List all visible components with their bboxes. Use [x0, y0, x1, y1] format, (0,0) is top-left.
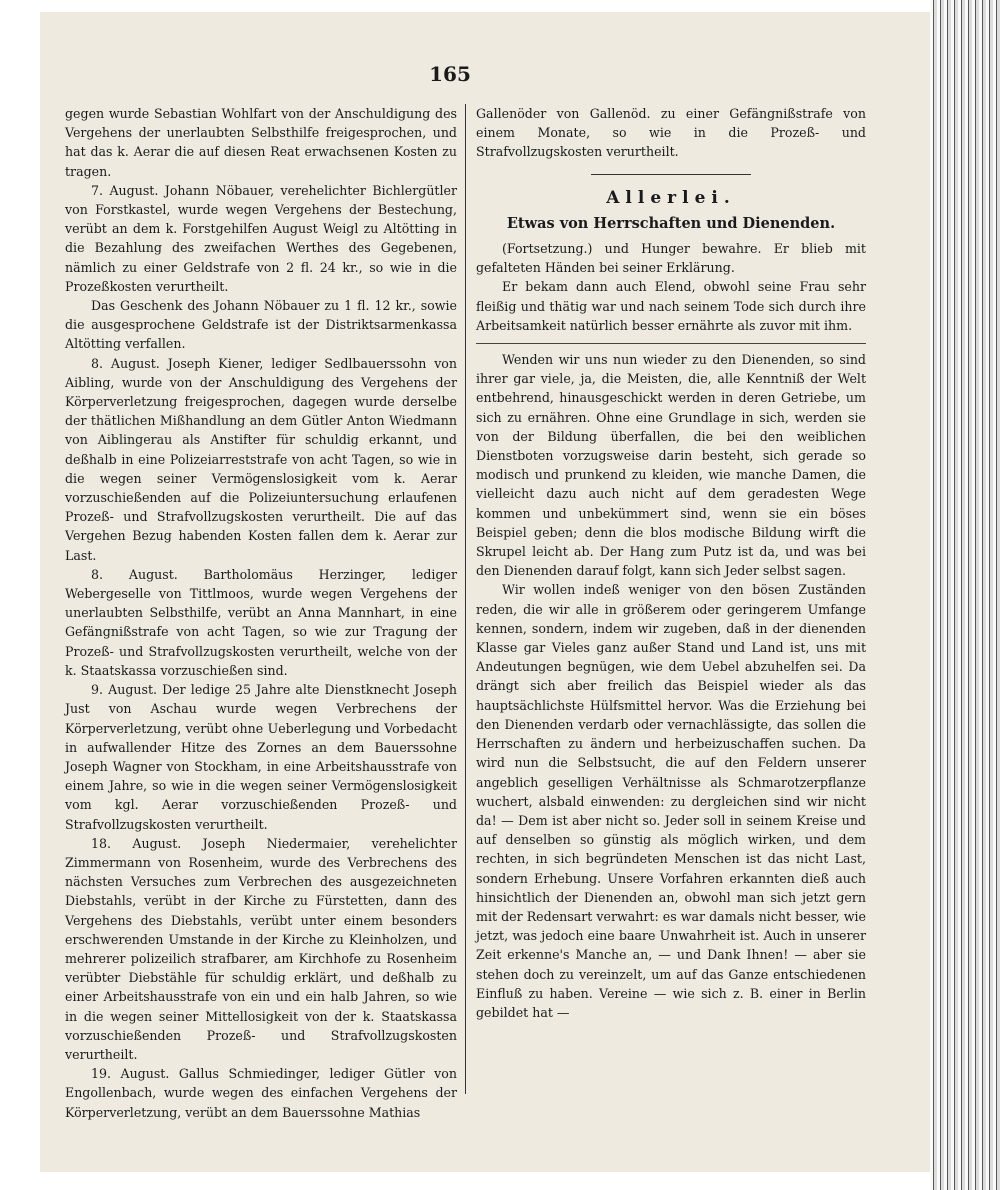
section-title: Allerlei.	[606, 187, 736, 208]
page-number: 165	[429, 62, 471, 86]
page-edges	[930, 0, 1000, 1190]
left-column	[65, 104, 457, 1122]
article-title: Etwas von Herrschaften und Dienenden.	[506, 214, 836, 232]
intro-paragraph: Er bekam dann auch Elend, obwohl seine Frau sehr fleißig und thätig war und nach seinem Tode sich durch ihre Arbeitsamkeit natürlich besser ernährte als zuvor mit ihm.	[476, 279, 866, 333]
right-column	[476, 104, 866, 1022]
continuation-paragraph: Gallenöder von Gallenöd. zu einer Gefängnißstrafe von einem Monate, so wie in die Prozeß- und Strafvollzugskosten verurtheilt.	[476, 106, 866, 160]
column-divider	[465, 104, 466, 1094]
left-paragraph: gegen wurde Sebastian Wohlfart von der Anschuldigung des Vergehens der unerlaubten Selbsthilfe freigesprochen, und hat das k. Aerar die auf diesen Reat erwachsenen Kosten zu tragen.	[65, 106, 457, 179]
left-paragraph: Das Geschenk des Johann Nöbauer zu 1 fl. 12 kr., sowie die ausgesprochene Geldstrafe ist der Distriktsarmenkassa Altötting verfallen.	[65, 298, 457, 352]
article-paragraph: Wenden wir uns nun wieder zu den Dienenden, so sind ihrer gar viele, ja, die Meisten, die, alle Kenntniß der Welt entbehrend, hinausgeschickt werden in deren Getriebe, um sich zu ernähren. Ohne eine Grundlage in sich, werden sie von der Bildung überfallen, die bei den weiblichen Dienstboten vorzugsweise darin besteht, sich gerade so modisch und prunkend zu kleiden, wie manche Damen, die vielleicht dazu auch nicht auf dem geradesten Wege kommen und unbekümmert sind, wenn sie ein böses Beispiel geben; denn die blos modische Bildung wirft die Skrupel leicht ab. Der Hang zum Putz ist da, und was bei den Dienenden darauf folgt, kann sich Jeder selbst sagen.	[476, 352, 866, 579]
left-paragraph: 7. August. Johann Nöbauer, verehelichter Bichlergütler von Forstkastel, wurde wegen Vergehens der Bestechung, verübt an dem k. Forstgehilfen August Weigl zu Altötting in die Bezahlung des zweifachen Werthes des Gegebenen, nämlich zu einer Geldstrafe von 2 fl. 24 kr., so wie in die Prozeßkosten verurtheilt.	[65, 182, 457, 294]
left-paragraph: 8. August. Joseph Kiener, lediger Sedlbauerssohn von Aibling, wurde von der Anschuldigung des Vergehens der Körperverletzung freigesprochen, dagegen wurde derselbe der thätlichen Mißhandlung an dem Gütler Anton Wiedmann von Aiblingerau als Anstifter für schuldig erkannt, und deßhalb in eine Polizeiarreststrafe von acht Tagen, so wie in die wegen seiner Vermögenslosigkeit vom k. Aerar vorzuschießenden auf die Polizeiuntersuchung erlaufenen Prozeß- und Strafvollzugskosten verurtheilt. Die auf das Vergehen Bezug habenden Kosten fallen dem k. Aerar zur Last.	[65, 355, 457, 563]
section-separator	[591, 174, 751, 175]
left-paragraph: 9. August. Der ledige 25 Jahre alte Dienstknecht Joseph Just von Aschau wurde wegen Verbrechens der Körperverletzung, verübt ohne Ueberlegung und Vorbedacht in aufwallender Hitze des Zornes an dem Bauerssohne Joseph Wagner von Stockham, in eine Arbeitshausstrafe von einem Jahre, so wie in die wegen seiner Vermögenslosigkeit vom kgl. Aerar vorzuschießenden Prozeß- und Strafvollzugskosten verurtheilt.	[65, 682, 457, 832]
divider-line	[476, 343, 866, 344]
left-paragraph: 19. August. Gallus Schmiedinger, lediger Gütler von Engollenbach, wurde wegen des einfachen Vergehens der Körperverletzung, verübt an dem Bauerssohne Mathias	[65, 1066, 457, 1120]
article-paragraph: Wir wollen indeß weniger von den bösen Zuständen reden, die wir alle in größerem oder geringerem Umfange kennen, sondern, indem wir zugeben, daß in der dienenden Klasse gar Vieles ganz außer Stand und Land ist, uns mit Andeutungen begnügen, wie dem Uebel abzuhelfen sei. Da drängt sich aber freilich das Beispiel wieder als das hauptsächlichste Hülfsmittel hervor. Was die Erziehung bei den Dienenden verdarb oder vernachlässigte, das sollen die Herrschaften zu ändern und herbeizuschaffen suchen. Da wird nun die Selbstsucht, die auf den Feldern unserer angeblich geselligen Verhältnisse als Schmarotzerpflanze wuchert, alsbald einwenden: zu dergleichen sind wir nicht da! — Dem ist aber nicht so. Jeder soll in seinem Kreise und auf denselben so günstig als möglich wirken, und dem rechten, in sich begründeten Menschen ist das nicht Last, sondern Erhebung. Unsere Vorfahren erkannten dieß auch hinsichtlich der Dienenden an, obwohl man sich jetzt gern mit der Redensart verwahrt: es war damals nicht besser, wie jetzt, was jedoch eine baare Unwahrheit ist. Auch in unserer Zeit erkenne's Manche an, — und Dank Ihnen! — aber sie stehen doch zu vereinzelt, um auf das Ganze entschiedenen Einfluß zu haben. Vereine — wie sich z. B. einer in Berlin gebildet hat —	[476, 582, 866, 1020]
left-paragraph: 8. August. Bartholomäus Herzinger, lediger Webergeselle von Tittlmoos, wurde wegen Vergehens der unerlaubten Selbsthilfe, verübt an Anna Mannhart, in eine Gefängnißstrafe von acht Tagen, so wie zur Tragung der Prozeß- und Strafvollzugskosten verurtheilt, welche von der k. Staatskassa vorzuschießen sind.	[65, 566, 457, 678]
left-paragraph: 18. August. Joseph Niedermaier, verehelichter Zimmermann von Rosenheim, wurde des Verbrechens des nächsten Versuches zum Verbrechen des ausgezeichneten Diebstahls, verübt in der Kirche zu Fürstetten, dann des Vergehens des Diebstahls, verübt unter einem besonders erschwerenden Umstande in der Kirche zu Kleinholzen, und mehrerer polizeilich strafbarer, am Kirchhofe zu Rosenheim verübter Diebstähle für schuldig erklärt, und deßhalb zu einer Arbeitshausstrafe von ein und ein halb Jahren, so wie in die wegen seiner Mittellosigkeit von der k. Staatskassa vorzuschießenden Prozeß- und Strafvollzugskosten verurtheilt.	[65, 835, 457, 1062]
intro-paragraph: (Fortsetzung.) und Hunger bewahre. Er blieb mit gefalteten Händen bei seiner Erklärung.	[476, 241, 866, 276]
